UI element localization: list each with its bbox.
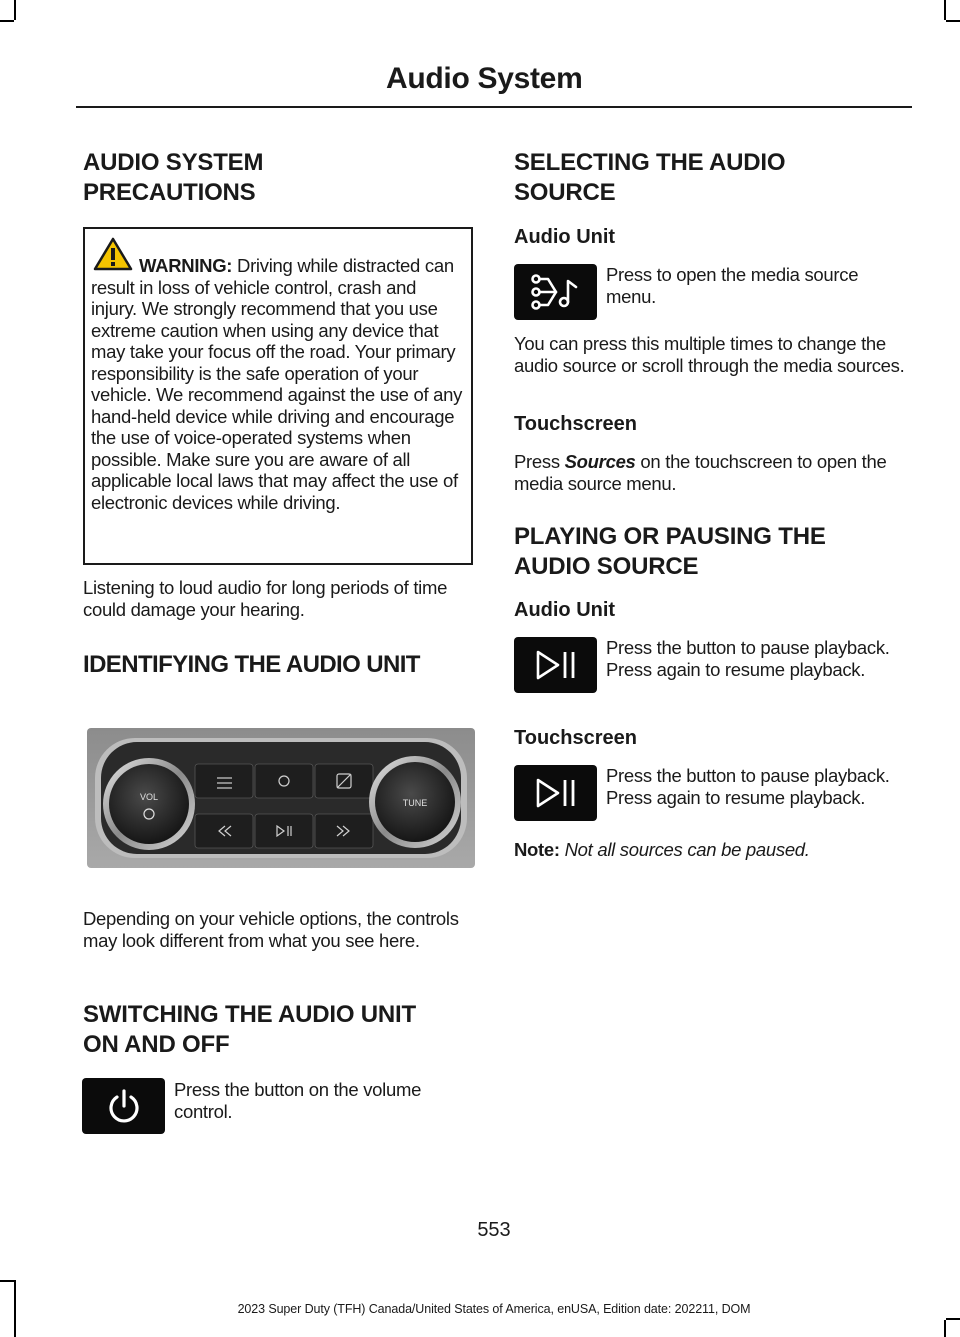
crop-mark: [944, 0, 946, 20]
play-pause-icon-tile: [514, 765, 597, 821]
playing-audio-unit-text: Press the button to pause playback. Press again to resume playback.: [606, 637, 890, 680]
selecting-multiple-text: You can press this multiple times to change the audio source or scroll through the media sources.: [514, 333, 905, 376]
media-source-icon-tile: [514, 264, 597, 320]
sources-keyword: Sources: [564, 451, 636, 472]
play-pause-icon-tile: [514, 637, 597, 693]
playing-touchscreen-text: Press the button to pause playback. Press again to resume playback.: [606, 765, 890, 808]
switching-text: Press the button on the volume control.: [174, 1079, 422, 1122]
note-label: Note:: [514, 839, 560, 860]
vol-label: VOL: [139, 792, 159, 802]
selecting-touchscreen-heading: Touchscreen: [514, 413, 637, 435]
crop-mark: [14, 0, 16, 20]
switching-heading: SWITCHING THE AUDIO UNIT ON AND OFF: [83, 1001, 416, 1058]
playing-touchscreen-heading: Touchscreen: [514, 727, 637, 749]
note: [514, 839, 910, 861]
selecting-audio-unit-text: Press to open the media source menu.: [606, 264, 859, 307]
warning-box: [83, 227, 473, 565]
selecting-heading: SELECTING THE AUDIO SOURCE: [514, 149, 786, 206]
warning-triangle-icon: [93, 237, 133, 271]
power-icon: [104, 1086, 144, 1126]
hearing-text: Listening to loud audio for long periods of time could damage your hearing.: [83, 577, 448, 620]
playing-audio-unit-heading: Audio Unit: [514, 599, 616, 621]
crop-mark: [0, 20, 14, 22]
warning-text: WARNING: Driving while distracted can result in loss of vehicle control, crash and injury. We strongly recommend that you use extreme caution when using any device that may take your focus off the road. Your primary responsibility is the safe operation of your vehicle. We recommend against the use of any hand-held device while driving and encourage the use of voice-operated systems when possible. Make sure you are aware of all applicable local laws that may affect the use of electronic devices while driving.: [91, 255, 463, 513]
footer-edition-text: 2023 Super Duty (TFH) Canada/United States of America, enUSA, Edition date: 202211, DOM: [237, 1302, 751, 1316]
identifying-description: Depending on your vehicle options, the controls may look different from what you see here.: [83, 908, 459, 951]
page-number: 553: [477, 1219, 511, 1241]
playing-heading: PLAYING OR PAUSING THE AUDIO SOURCE: [514, 523, 826, 580]
power-icon-tile: [82, 1078, 165, 1134]
media-source-icon: [528, 271, 584, 313]
play-pause-icon: [532, 649, 580, 681]
crop-mark: [946, 1318, 960, 1320]
page-title: Audio System: [386, 62, 583, 95]
header-rule: [76, 106, 912, 108]
audio-unit-image: [87, 728, 475, 868]
play-pause-icon: [532, 777, 580, 809]
crop-mark: [0, 1280, 14, 1282]
crop-mark: [946, 20, 960, 22]
crop-mark: [944, 1320, 946, 1337]
precautions-heading: AUDIO SYSTEM PRECAUTIONS: [83, 149, 264, 206]
tune-label: TUNE: [402, 798, 428, 808]
note-text: Not all sources can be paused.: [564, 839, 810, 860]
selecting-audio-unit-heading: Audio Unit: [514, 226, 616, 248]
selecting-touchscreen-text: Press Sources on the touchscreen to open the media source menu.: [514, 451, 887, 494]
identifying-heading: IDENTIFYING THE AUDIO UNIT: [83, 651, 420, 678]
